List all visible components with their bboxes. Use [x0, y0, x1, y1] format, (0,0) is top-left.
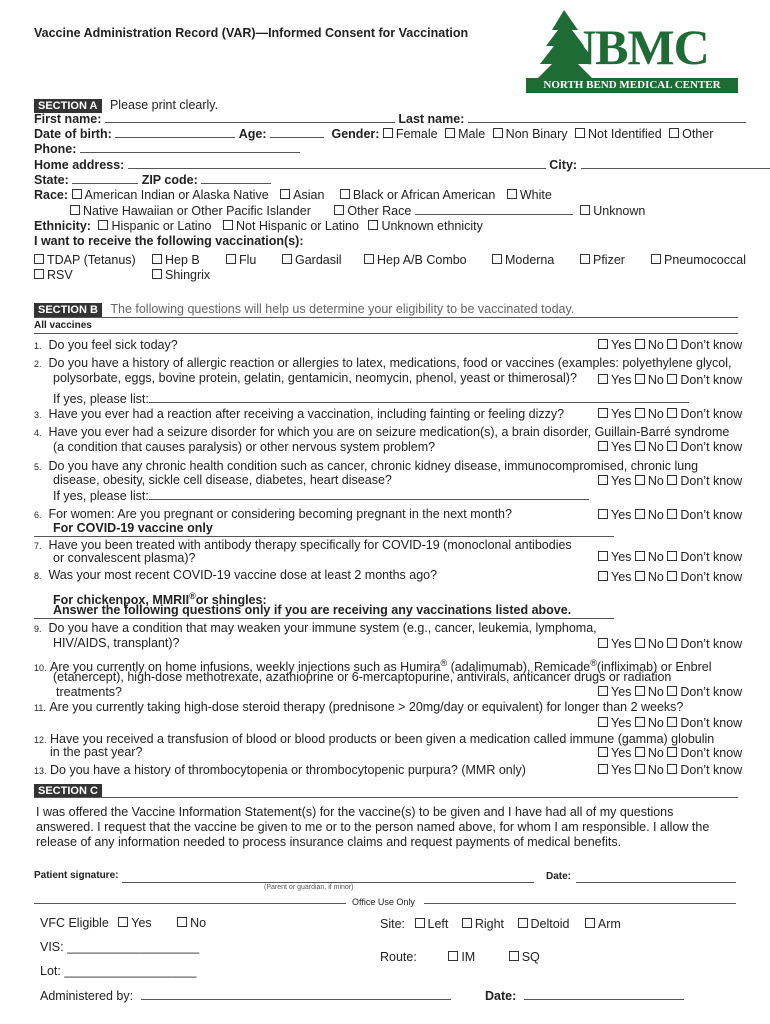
checkbox-icon: [598, 551, 608, 561]
section-b-note: The following questions will help us determine your eligibility to be vaccinated today.: [110, 302, 575, 316]
checkbox-icon: [635, 717, 645, 727]
question-2-list: If yes, please list:: [53, 391, 689, 407]
admin-date-field[interactable]: [524, 988, 684, 1000]
admin-date-label: Date:: [485, 989, 517, 1003]
vaccine-pfizer[interactable]: Pfizer: [580, 253, 625, 268]
checkbox-icon: [635, 374, 645, 384]
checkbox-icon: [98, 220, 108, 230]
checkbox-icon: [598, 374, 608, 384]
question-7: 7. Have you been treated with antibody therapy specifically for COVID-19 (monoclonal antibodies: [34, 538, 572, 552]
checkbox-icon: [492, 254, 502, 264]
race-american-indian[interactable]: American Indian or Alaska Native: [72, 188, 269, 202]
divider: [34, 903, 346, 904]
state-field[interactable]: [72, 172, 138, 184]
answer-9[interactable]: Yes No Don’t know: [598, 637, 742, 651]
question-10-cont: (etanercept), high-dose methotrexate, azathioprine or 6-mercaptopurine, antivirals, anticancer drugs or radiation: [53, 670, 672, 684]
city-field[interactable]: [581, 157, 770, 169]
vaccine-hepb[interactable]: Hep B: [152, 253, 200, 268]
first-name-label: First name:: [34, 112, 102, 126]
signature-date-label: Date:: [546, 871, 572, 882]
checkbox-icon: [340, 189, 350, 199]
checkbox-icon: [575, 128, 585, 138]
lot-field[interactable]: Lot: ___________________: [40, 964, 197, 978]
question-8: 8. Was your most recent COVID-19 vaccine dose at least 2 months ago?: [34, 568, 438, 582]
phone-label: Phone:: [34, 142, 77, 156]
question-9-cont: HIV/AIDS, transplant)?: [53, 636, 180, 650]
ethnicity-hispanic[interactable]: Hispanic or Latino: [98, 219, 211, 233]
vaccine-moderna[interactable]: Moderna: [492, 253, 554, 268]
gender-not-identified[interactable]: Not Identified: [575, 127, 662, 141]
gender-label: Gender:: [331, 127, 380, 141]
checkbox-icon: [667, 374, 677, 384]
divider: [34, 797, 738, 798]
gender-nonbinary[interactable]: Non Binary: [493, 127, 568, 141]
question-5-cont: disease, obesity, sickle cell disease, diabetes, heart disease?: [53, 473, 392, 487]
dob-field[interactable]: [115, 126, 235, 138]
address-field[interactable]: [128, 157, 546, 169]
zip-field[interactable]: [201, 172, 271, 184]
ethnicity-row: [34, 219, 483, 234]
checkbox-icon: [635, 475, 645, 485]
race-row-2: [70, 203, 645, 219]
question-12-cont: in the past year?: [50, 745, 143, 759]
site-right[interactable]: Right: [462, 917, 504, 931]
vaccine-pneumococcal[interactable]: Pneumococcal: [651, 253, 746, 268]
divider: [34, 317, 738, 318]
answer-10[interactable]: Yes No Don’t know: [598, 685, 742, 699]
checkbox-icon: [585, 918, 595, 928]
checkbox-icon: [635, 686, 645, 696]
vaccine-rsv[interactable]: RSV: [34, 268, 73, 283]
question-2: 2. Do you have a history of allergic reaction or allergies to latex, medications, food or vaccines (examples: polyethylene glycol,: [34, 356, 732, 370]
section-b-header: [34, 300, 574, 318]
checkbox-icon: [667, 686, 677, 696]
dob-row: [34, 126, 713, 142]
phone-field[interactable]: [80, 141, 300, 153]
checkbox-icon: [177, 917, 187, 927]
route-label: Route:: [380, 950, 417, 964]
consent-line-2: answered. I request that the vaccine be given to me or to the person named above, for whom I am responsible. I allow the: [36, 820, 710, 834]
race-unknown[interactable]: Unknown: [580, 204, 645, 218]
checkbox-icon: [667, 638, 677, 648]
checkbox-icon: [580, 205, 590, 215]
answer-6[interactable]: Yes No Don’t know: [598, 508, 742, 522]
checkbox-icon: [282, 254, 292, 264]
checkbox-icon: [152, 269, 162, 279]
answer-1[interactable]: Yes No Don’t know: [598, 338, 742, 352]
checkbox-icon: [635, 551, 645, 561]
checkbox-icon: [518, 918, 528, 928]
question-3: 3. Have you ever had a reaction after receiving a vaccination, including fainting or feeling dizzy?: [34, 407, 565, 421]
route-row: [380, 950, 540, 965]
checkbox-icon: [598, 571, 608, 581]
checkbox-icon: [667, 551, 677, 561]
section-b-label: SECTION B: [34, 303, 102, 317]
last-name-field[interactable]: [468, 111, 746, 123]
checkbox-icon: [598, 717, 608, 727]
question-4: 4. Have you ever had a seizure disorder for which you are on seizure medication(s), a brain disorder, Guillain-Barré syndrome: [34, 425, 730, 439]
consent-line-3: release of any information needed to process insurance claims and request payments of medical benefits.: [36, 835, 622, 849]
checkbox-icon: [667, 764, 677, 774]
checkbox-icon: [669, 128, 679, 138]
address-row: [34, 157, 770, 173]
site-arm[interactable]: Arm: [585, 917, 621, 931]
checkbox-icon: [415, 918, 425, 928]
question-11: 11. Are you currently taking high-dose steroid therapy (prednisone > 20mg/day or equivalent) for longer than 2 weeks?: [34, 700, 684, 714]
race-other[interactable]: Other Race: [334, 204, 411, 218]
question-5: 5. Do you have any chronic health condition such as cancer, chronic kidney disease, immunocompromised, chronic lung: [34, 459, 699, 473]
checkbox-icon: [445, 128, 455, 138]
checkbox-icon: [635, 408, 645, 418]
site-left[interactable]: Left: [415, 917, 449, 931]
checkbox-icon: [598, 638, 608, 648]
vfc-yes[interactable]: Yes: [118, 916, 151, 930]
checkbox-icon: [635, 747, 645, 757]
checkbox-icon: [70, 205, 80, 215]
logo-sub: NORTH BEND MEDICAL CENTER: [526, 78, 738, 93]
question-2-cont: polysorbate, eggs, bovine protein, gelatin, gentamicin, neomycin, phenol, yeast or thimerosal)?: [53, 371, 577, 385]
answer-12[interactable]: Yes No Don’t know: [598, 746, 742, 760]
vaccine-hepab[interactable]: Hep A/B Combo: [364, 253, 467, 268]
checkbox-icon: [493, 128, 503, 138]
state-row: [34, 172, 271, 188]
vis-field[interactable]: VIS: ___________________: [40, 940, 200, 954]
vaccine-shingrix[interactable]: Shingrix: [152, 268, 210, 283]
checkbox-icon: [383, 128, 393, 138]
checkbox-icon: [223, 220, 233, 230]
last-name-label: Last name:: [398, 112, 465, 126]
checkbox-icon: [34, 269, 44, 279]
race-white[interactable]: White: [507, 188, 552, 202]
checkbox-icon: [509, 951, 519, 961]
vfc-no[interactable]: No: [177, 916, 206, 930]
checkbox-icon: [635, 571, 645, 581]
signature-label: Patient signature:: [34, 870, 119, 881]
vfc-label: VFC Eligible: [40, 916, 109, 930]
vaccine-flu[interactable]: Flu: [226, 253, 256, 268]
checkbox-icon: [598, 408, 608, 418]
checkbox-icon: [651, 254, 661, 264]
checkbox-icon: [667, 509, 677, 519]
chickenpox-subheader: Answer the following questions only if you are receiving any vaccinations listed above.: [53, 603, 572, 617]
first-name-field[interactable]: [105, 111, 395, 123]
vaccine-gardasil[interactable]: Gardasil: [282, 253, 342, 268]
signature-field[interactable]: [122, 882, 534, 883]
checkbox-icon: [635, 509, 645, 519]
answer-2[interactable]: Yes No Don’t know: [598, 373, 742, 387]
vaccine-tdap[interactable]: TDAP (Tetanus): [34, 253, 136, 268]
administered-label: Administered by:: [40, 989, 134, 1003]
divider: [424, 903, 736, 904]
divider: [34, 333, 738, 334]
checkbox-icon: [667, 717, 677, 727]
checkbox-icon: [598, 509, 608, 519]
checkbox-icon: [152, 254, 162, 264]
checkbox-icon: [635, 441, 645, 451]
answer-8[interactable]: Yes No Don’t know: [598, 570, 742, 584]
answer-13[interactable]: Yes No Don’t know: [598, 763, 742, 777]
chickenpox-header: For chickenpox, MMRII®or shingles:: [53, 591, 267, 608]
checkbox-icon: [580, 254, 590, 264]
checkbox-icon: [280, 189, 290, 199]
ethnicity-label: Ethnicity:: [34, 219, 91, 233]
race-black[interactable]: Black or African American: [340, 188, 495, 202]
checkbox-icon: [667, 441, 677, 451]
checkbox-icon: [364, 254, 374, 264]
divider: [34, 618, 614, 619]
checkbox-icon: [226, 254, 236, 264]
checkbox-icon: [667, 747, 677, 757]
answer-3[interactable]: Yes No Don’t know: [598, 407, 742, 421]
question-10: 10. Are you currently on home infusions, weekly injections such as Humira® (adalimumab), Remicade®(infliximab) or Enbrel: [34, 658, 712, 675]
answer-4[interactable]: Yes No Don’t know: [598, 440, 742, 454]
all-vaccines-label: All vaccines: [34, 320, 92, 331]
answer-11[interactable]: Yes No Don’t know: [598, 716, 742, 730]
checkbox-icon: [635, 764, 645, 774]
logo-main: NBMC: [560, 19, 709, 75]
route-im[interactable]: IM: [448, 950, 475, 964]
site-row: [380, 917, 621, 932]
site-label: Site:: [380, 917, 406, 931]
race-label: Race:: [34, 188, 69, 202]
question-6: 6. For women: Are you pregnant or considering becoming pregnant in the next month?: [34, 507, 512, 521]
vaccine-prompt: I want to receive the following vaccination(s):: [34, 234, 304, 248]
checkbox-icon: [72, 189, 82, 199]
checkbox-icon: [118, 917, 128, 927]
answer-7[interactable]: Yes No Don’t know: [598, 550, 742, 564]
print-clearly-note: Please print clearly.: [109, 98, 219, 112]
race-row-1: [34, 188, 552, 203]
checkbox-icon: [598, 686, 608, 696]
form-title: Vaccine Administration Record (VAR)—Informed Consent for Vaccination: [34, 26, 469, 40]
question-4-cont: (a condition that causes paralysis) or other nervous system problem?: [53, 440, 436, 454]
checkbox-icon: [598, 475, 608, 485]
question-13: 13. Do you have a history of thrombocytopenia or thrombocytopenic purpura? (MMR only): [34, 763, 526, 777]
age-label: Age:: [238, 127, 267, 141]
section-c-label: SECTION C: [34, 784, 102, 798]
checkbox-icon: [598, 339, 608, 349]
covid-header: For COVID-19 vaccine only: [53, 521, 213, 535]
question-7-cont: or convalescent plasma)?: [53, 551, 196, 565]
checkbox-icon: [598, 441, 608, 451]
vfc-row: [40, 916, 206, 931]
phone-row: [34, 141, 300, 157]
checkbox-icon: [598, 764, 608, 774]
checkbox-icon: [667, 571, 677, 581]
divider: [34, 536, 614, 537]
checkbox-icon: [507, 189, 517, 199]
city-label: City:: [549, 158, 578, 172]
checkbox-icon: [462, 918, 472, 928]
administered-field[interactable]: [141, 988, 451, 1000]
race-asian[interactable]: Asian: [280, 188, 324, 202]
gender-male[interactable]: Male: [445, 127, 485, 141]
checkbox-icon: [368, 220, 378, 230]
route-sq[interactable]: SQ: [509, 950, 540, 964]
admin-date-row: [485, 988, 684, 1004]
checkbox-icon: [448, 951, 458, 961]
ethnicity-not-hispanic[interactable]: Not Hispanic or Latino: [223, 219, 359, 233]
office-use-label: Office Use Only: [352, 897, 415, 907]
checkbox-icon: [635, 339, 645, 349]
checkbox-icon: [635, 638, 645, 648]
dob-label: Date of birth:: [34, 127, 112, 141]
question-1: 1. Do you feel sick today?: [34, 338, 178, 352]
site-deltoid[interactable]: Deltoid: [518, 917, 570, 931]
race-native-hawaiian[interactable]: Native Hawaiian or Other Pacific Islander: [70, 204, 311, 218]
signature-date-field[interactable]: [576, 882, 736, 883]
gender-other[interactable]: Other: [669, 127, 713, 141]
checkbox-icon: [598, 747, 608, 757]
question-5-list: If yes, please list:: [53, 488, 589, 504]
checkbox-icon: [34, 254, 44, 264]
question-10-cont2: treatments?: [56, 685, 123, 699]
section-a-label: SECTION A: [34, 99, 102, 113]
question-9: 9. Do you have a condition that may weaken your immune system (e.g., cancer, leukemia, lymphoma,: [34, 621, 597, 635]
question-12: 12. Have you received a transfusion of blood or blood products or been given a medication called immune (gamma) globulin: [34, 732, 715, 746]
checkbox-icon: [667, 339, 677, 349]
address-label: Home address:: [34, 158, 125, 172]
age-field[interactable]: [270, 126, 324, 138]
zip-label: ZIP code:: [141, 173, 198, 187]
state-label: State:: [34, 173, 69, 187]
first-name-row: [34, 111, 746, 127]
consent-line-1: I was offered the Vaccine Information Statement(s) for the vaccine(s) to be given and I have had all of my questions: [36, 805, 674, 819]
race-other-field[interactable]: [415, 203, 573, 215]
checkbox-icon: [667, 408, 677, 418]
checkbox-icon: [334, 205, 344, 215]
administered-row: [40, 988, 451, 1004]
gender-female[interactable]: Female: [383, 127, 438, 141]
answer-5[interactable]: Yes No Don’t know: [598, 474, 742, 488]
guardian-note: (Parent or guardian, if minor): [264, 884, 354, 891]
checkbox-icon: [667, 475, 677, 485]
ethnicity-unknown[interactable]: Unknown ethnicity: [368, 219, 482, 233]
